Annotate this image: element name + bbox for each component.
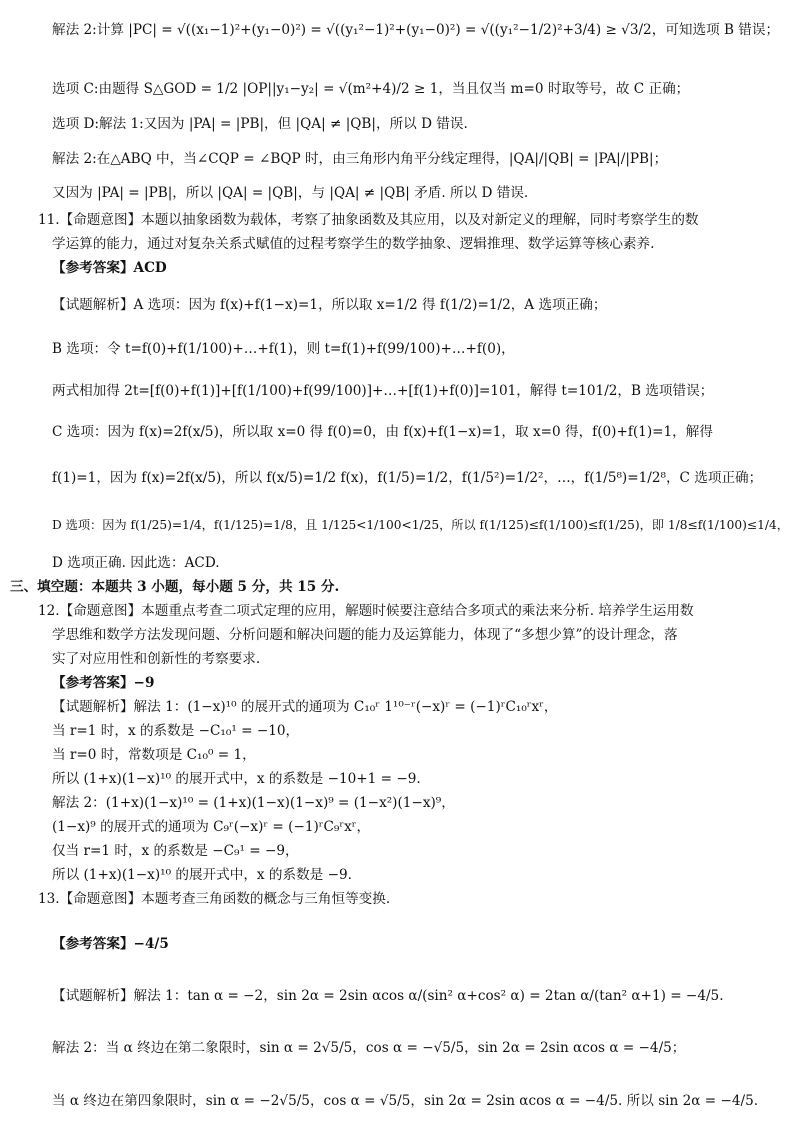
text-line: 解法 2:计算 |PC| = √((x₁−1)²+(y₁−0)²) = √((y₁²−1)²+(y₁−0)²) = √((y₁²−1/2)²+3/4) ≥ √3/2，可知选项 B 错误； (52, 22, 780, 38)
text-line: f(1)=1，因为 f(x)=2f(x/5)，所以 f(x/5)=1/2 f(x)，f(1/5)=1/2，f(1/5²)=1/2²，…，f(1/5⁸)=1/2⁸，C 选项正确； (52, 470, 763, 486)
text-line: 【试题解析】A 选项：因为 f(x)+f(1−x)=1，所以取 x=1/2 得 f(1/2)=1/2，A 选项正确； (52, 297, 607, 313)
text-line: 所以 (1+x)(1−x)¹⁰ 的展开式中，x 的系数是 −10+1 = −9. (52, 771, 421, 787)
text-line: 当 r=0 时，常数项是 C₁₀⁰ = 1， (52, 747, 256, 763)
text-line: 选项 C:由题得 S△GOD = 1/2 |OP||y₁−y₂| = √(m²+4)/2 ≥ 1，当且仅当 m=0 时取等号，故 C 正确； (52, 81, 690, 97)
text-line: 又因为 |PA| = |PB|，所以 |QA| = |QB|，与 |QA| ≠ |QB| 矛盾. 所以 D 错误. (52, 185, 529, 201)
text-line: 【试题解析】解法 1：tan α = −2，sin 2α = 2sin αcos α/(sin² α+cos² α) = 2tan α/(tan² α+1) = −4/5. (52, 988, 724, 1004)
text-line: 选项 D:解法 1:又因为 |PA| = |PB|，但 |QA| ≠ |QB|，所以 D 错误. (52, 116, 468, 132)
text-line: 仅当 r=1 时，x 的系数是 −C₉¹ = −9， (52, 843, 299, 859)
text-line: 解法 2：(1+x)(1−x)¹⁰ = (1+x)(1−x)(1−x)⁹ = (1−x²)(1−x)⁹， (52, 795, 455, 811)
text-line: 三、填空题：本题共 3 小题，每小题 5 分，共 15 分. (10, 579, 340, 595)
text-line: 两式相加得 2t=[f(0)+f(1)]+[f(1/100)+f(99/100)]+…+[f(1)+f(0)]=101，解得 t=101/2，B 选项错误； (52, 383, 714, 399)
text-line: 【参考答案】ACD (52, 260, 167, 276)
text-line: 11.【命题意图】本题以抽象函数为载体，考察了抽象函数及其应用，以及对新定义的理解，同时考察学生的数 (38, 212, 699, 228)
text-line: B 选项：令 t=f(0)+f(1/100)+…+f(1)，则 t=f(1)+f(99/100)+…+f(0)， (52, 341, 515, 357)
text-line: 【试题解析】解法 1：(1−x)¹⁰ 的展开式的通项为 C₁₀ʳ 1¹⁰⁻ʳ(−x)ʳ = (−1)ʳC₁₀ʳxʳ， (52, 699, 558, 715)
text-line: 学思维和数学方法发现问题、分析问题和解决问题的能力及运算能力，体现了“多想少算”的设计理念，落 (52, 627, 678, 643)
text-line: 【参考答案】−4/5 (52, 936, 169, 952)
text-line: D 选项：因为 f(1/25)=1/4，f(1/125)=1/8，且 1/125<1/100<1/25，所以 f(1/125)≤f(1/100)≤f(1/25)，即 1/8≤f(1/100)≤1/4， (52, 518, 789, 532)
text-line: 所以 (1+x)(1−x)¹⁰ 的展开式中，x 的系数是 −9. (52, 867, 352, 883)
text-line: C 选项：因为 f(x)=2f(x/5)，所以取 x=0 得 f(0)=0，由 f(x)+f(1−x)=1，取 x=0 得，f(0)+f(1)=1，解得 (52, 424, 713, 440)
text-line: 解法 2：当 α 终边在第二象限时，sin α = 2√5/5，cos α = −√5/5，sin 2α = 2sin αcos α = −4/5； (52, 1040, 686, 1056)
text-line: 13.【命题意图】本题考查三角函数的概念与三角恒等变换. (38, 891, 391, 907)
text-line: 当 r=1 时，x 的系数是 −C₁₀¹ = −10， (52, 723, 300, 739)
text-line: 12.【命题意图】本题重点考查二项式定理的应用，解题时候要注意结合多项式的乘法来分析. 培养学生运用数 (38, 603, 694, 619)
text-line: (1−x)⁹ 的展开式的通项为 C₉ʳ(−x)ʳ = (−1)ʳC₉ʳxʳ， (52, 819, 371, 835)
text-line: 解法 2:在△ABQ 中，当∠CQP = ∠BQP 时，由三角形内角平分线定理得，|QA|/|QB| = |PA|/|PB|； (52, 151, 668, 167)
text-line: 【参考答案】−9 (52, 675, 155, 691)
text-line: D 选项正确. 因此选：ACD. (52, 555, 220, 571)
text-line: 学运算的能力，通过对复杂关系式赋值的过程考察学生的数学抽象、逻辑推理、数学运算等核心素养. (52, 236, 655, 252)
text-line: 实了对应用性和创新性的考察要求. (52, 651, 261, 667)
text-line: 当 α 终边在第四象限时，sin α = −2√5/5，cos α = √5/5，sin 2α = 2sin αcos α = −4/5. 所以 sin 2α = −4/5. (52, 1093, 759, 1109)
